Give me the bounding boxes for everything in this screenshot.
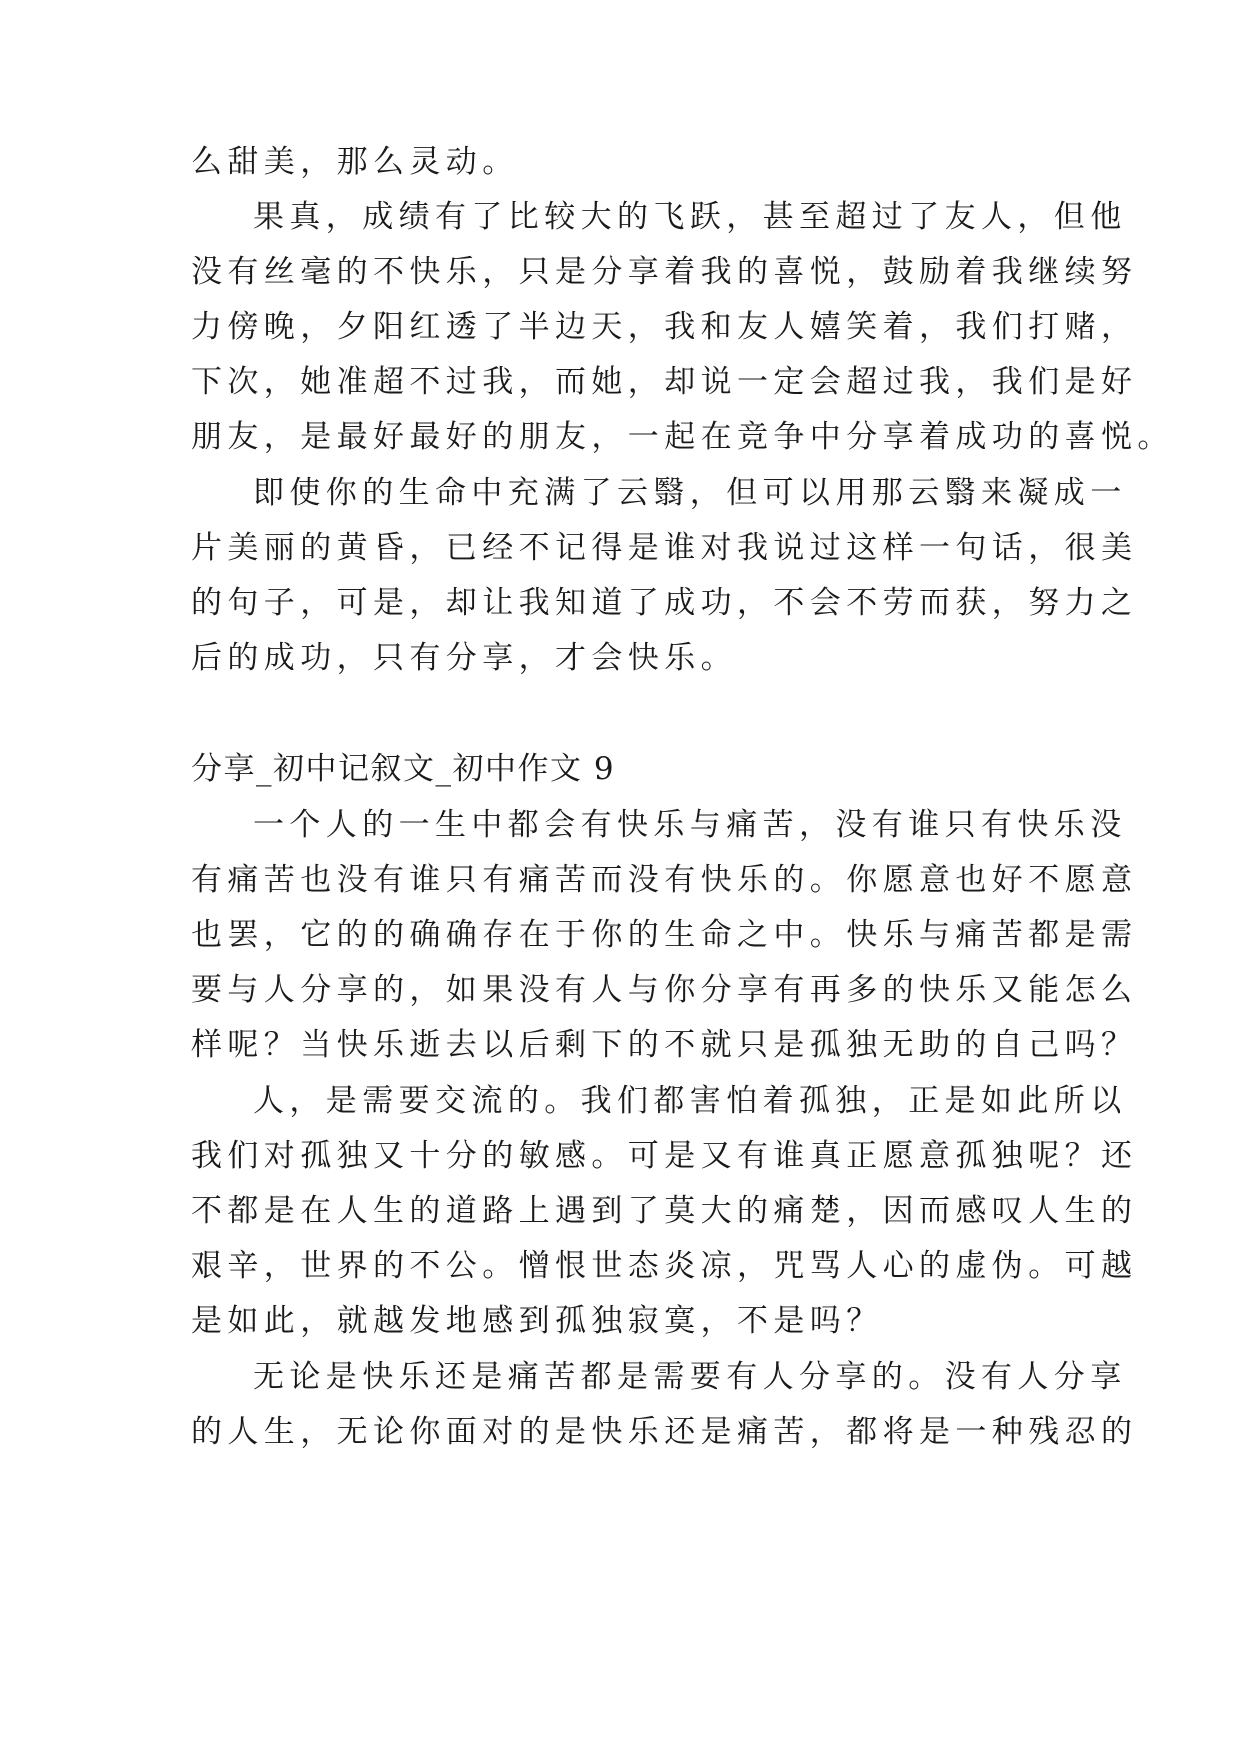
text-line: 后的成功，只有分享，才会快乐。 bbox=[191, 640, 737, 676]
text-line: 片美丽的黄昏，已经不记得是谁对我说过这样一句话，很美 bbox=[191, 530, 1138, 566]
text-line: 么甜美，那么灵动。 bbox=[191, 144, 519, 180]
text-line: 我们对孤独又十分的敏感。可是又有谁真正愿意孤独呢？还 bbox=[191, 1138, 1138, 1174]
text-line: 没有丝毫的不快乐，只是分享着我的喜悦，鼓励着我继续努 bbox=[191, 254, 1138, 290]
paragraph-start-line: 一个人的一生中都会有快乐与痛苦，没有谁只有快乐没 bbox=[253, 807, 1127, 843]
text-line: 下次，她准超不过我，而她，却说一定会超过我，我们是好 bbox=[191, 364, 1138, 400]
paragraph-start-line: 人，是需要交流的。我们都害怕着孤独，正是如此所以 bbox=[253, 1083, 1127, 1119]
text-line: 是如此，就越发地感到孤独寂寞，不是吗？ bbox=[191, 1303, 883, 1339]
text-line: 样呢？当快乐逝去以后剩下的不就只是孤独无助的自己吗？ bbox=[191, 1027, 1138, 1063]
text-line: 朋友，是最好最好的朋友，一起在竞争中分享着成功的喜悦。 bbox=[191, 419, 1174, 455]
text-line: 有痛苦也没有谁只有痛苦而没有快乐的。你愿意也好不愿意 bbox=[191, 862, 1138, 898]
text-line: 艰辛，世界的不公。憎恨世态炎凉，咒骂人心的虚伪。可越 bbox=[191, 1248, 1138, 1284]
text-line: 不都是在人生的道路上遇到了莫大的痛楚，因而感叹人生的 bbox=[191, 1193, 1138, 1229]
text-line: 也罢，它的的确确存在于你的生命之中。快乐与痛苦都是需 bbox=[191, 917, 1138, 953]
text-line: 要与人分享的，如果没有人与你分享有再多的快乐又能怎么 bbox=[191, 972, 1138, 1008]
section-heading: 分享_初中记叙文_初中作文 9 bbox=[191, 751, 616, 787]
text-line: 的人生，无论你面对的是快乐还是痛苦，都将是一种残忍的 bbox=[191, 1414, 1138, 1450]
paragraph-start-line: 果真，成绩有了比较大的飞跃，甚至超过了友人，但他 bbox=[253, 199, 1127, 235]
text-line: 的句子，可是，却让我知道了成功，不会不劳而获，努力之 bbox=[191, 585, 1138, 621]
paragraph-start-line: 即使你的生命中充满了云翳，但可以用那云翳来凝成一 bbox=[253, 475, 1127, 511]
text-line: 力傍晚，夕阳红透了半边天，我和友人嬉笑着，我们打赌， bbox=[191, 309, 1138, 345]
paragraph-start-line: 无论是快乐还是痛苦都是需要有人分享的。没有人分享 bbox=[253, 1359, 1127, 1395]
